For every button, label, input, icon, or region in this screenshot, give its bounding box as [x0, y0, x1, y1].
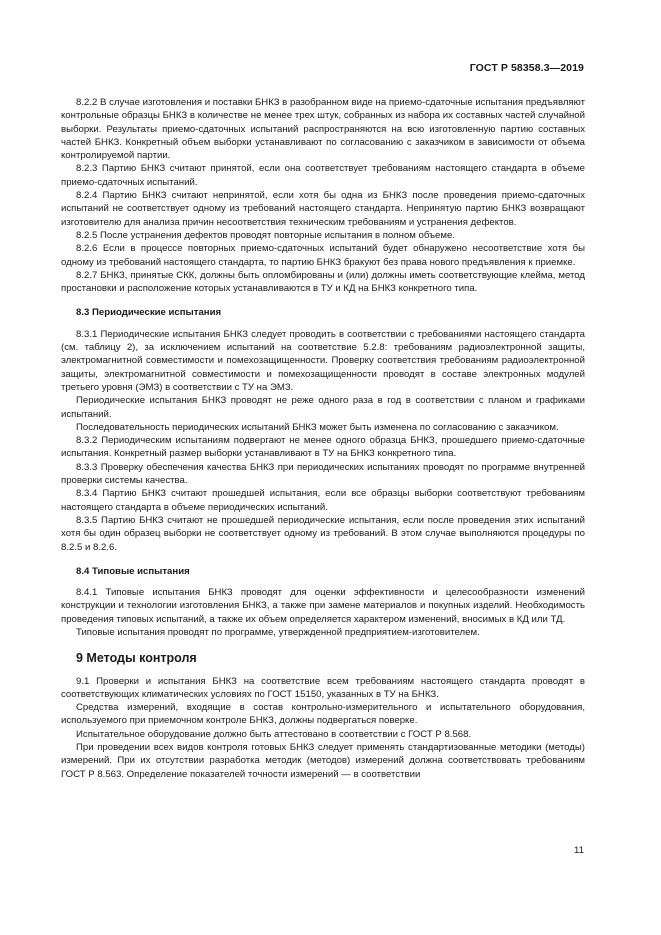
paragraph-8-2-5: 8.2.5 После устранения дефектов проводят повторные испытания в полном объеме.	[76, 229, 455, 241]
paragraph-8-2-7: 8.2.7 БНКЗ, принятые СКК, должны быть опломбированы и (или) должны иметь соответствующие клейма, метод простановки и расположение которых устанавливаются в ТУ и КД на БНКЗ конкретного типа.	[61, 269, 585, 295]
page-number: 11	[574, 845, 584, 856]
paragraph-8-2-2: 8.2.2 В случае изготовления и поставки БНКЗ в разобранном виде на приемо-сдаточные испытания предъявляют контрольные образцы БНКЗ в количестве не менее трех штук, собранных из набора их составных частей случайной выборки. Результаты приемо-сдаточных испытаний распространяются на всю изготовленную партию составных частей БНКЗ. Конкретный объем выборки устанавливают по согласованию с заказчиком в зависимости от объема контролируемой партии.	[61, 97, 585, 162]
chapter-heading-9: 9 Методы контроля	[76, 651, 197, 666]
paragraph-8-3-5: 8.3.5 Партию БНКЗ считают не прошедшей периодические испытания, если после проведения этих испытаний хотя бы один образец выборки не соответствует одному из требований. В этом случае выполняются процедуры по 8.2.5 и 8.2.6.	[61, 514, 585, 553]
paragraph-8-4-1: 8.4.1 Типовые испытания БНКЗ проводят для оценки эффективности и целесообразности изменений конструкции и технологии изготовления БНКЗ, а также при замене материалов и покупных изделий. Необходимость проведения типовых испытаний, а также их объем определяется характером изменений, вносимых в КД или ТД.	[61, 587, 585, 625]
document-id: ГОСТ Р 58358.3—2019	[469, 62, 584, 74]
paragraph-9-1-instruments: Средства измерений, входящие в состав контрольно-измерительного и испытательного оборудования, используемого при приемочном контроле БНКЗ, должны подвергаться поверке.	[61, 702, 585, 727]
paragraph-8-2-6: 8.2.6 Если в процессе повторных приемо-сдаточных испытаний будет обнаружено несоответствие хотя бы одному из требований настоящего стандарта, то партию БНКЗ бракуют без права нового предъявления к приемке.	[61, 243, 585, 268]
paragraph-8-3-2: 8.3.2 Периодическим испытаниям подвергают не менее одного образца БНКЗ, прошедшего приемо-сдаточные испытания. Конкретный размер выборки устанавливают в ТУ на БНКЗ конкретного типа.	[61, 435, 585, 460]
paragraph-9-1-methods: При проведении всех видов контроля готовых БНКЗ следует применять стандартизованные методики (методы) измерений. При их отсутствии разработка методик (методов) измерений должна соответствовать требованиям ГОСТ Р 8.563. Определение показателей точности измерений — в соответствии	[61, 742, 585, 780]
paragraph-8-3-4: 8.3.4 Партию БНКЗ считают прошедшей испытания, если все образцы выборки соответствуют требованиям настоящего стандарта в объеме периодических испытаний.	[61, 488, 585, 513]
paragraph-8-3-1: 8.3.1 Периодические испытания БНКЗ следует проводить в соответствии с требованиями настоящего стандарта (см. таблицу 2), за исключением испытаний на соответствие 5.2.8: требованиям радиоэлектронной защиты, электромагнитной совместимости и помехозащищенности. Проверку соответствия требованиям радиоэлектронной защиты, электромагнитной совместимости и помехозащищенности проводят в составе электронных модулей третьего уровня (ЭМЗ) в соответствии с ТУ на ЭМЗ.	[61, 328, 585, 393]
section-heading-8-3: 8.3 Периодические испытания	[76, 307, 222, 319]
paragraph-9-1-equipment: Испытательное оборудование должно быть аттестовано в соответствии с ГОСТ Р 8.568.	[76, 728, 472, 740]
paragraph-8-2-4: 8.2.4 Партию БНКЗ считают непринятой, если хотя бы одна из БНКЗ после проведения приемо-сдаточных испытаний не соответствует одному из требований настоящего стандарта. Непринятую партию БНКЗ возвращают изготовителю для анализа причин несоответствия техническим требованиям и устранения дефектов.	[61, 190, 585, 228]
paragraph-8-3-1-schedule: Периодические испытания БНКЗ проводят не реже одного раза в год в соответствии с планом и графиками испытаний.	[61, 395, 585, 420]
paragraph-8-2-3: 8.2.3 Партию БНКЗ считают принятой, если она соответствует требованиям настоящего стандарта в объеме приемо-сдаточных испытаний.	[61, 163, 585, 188]
paragraph-9-1: 9.1 Проверки и испытания БНКЗ на соответствие всем требованиям настоящего стандарта проводят в соответствующих климатических условиях по ГОСТ 15150, указанных в ТУ на БНКЗ.	[61, 675, 585, 700]
page-body	[61, 96, 585, 781]
section-heading-8-4: 8.4 Типовые испытания	[76, 565, 190, 577]
paragraph-8-4-1-program: Типовые испытания проводят по программе, утвержденной предприятием-изготовителем.	[76, 626, 480, 638]
paragraph-8-3-3: 8.3.3 Проверку обеспечения качества БНКЗ при периодических испытаниях проводят по программе внутренней проверки системы качества.	[61, 461, 585, 487]
paragraph-8-3-1-sequence: Последовательность периодических испытаний БНКЗ может быть изменена по согласованию с заказчиком.	[76, 421, 559, 433]
